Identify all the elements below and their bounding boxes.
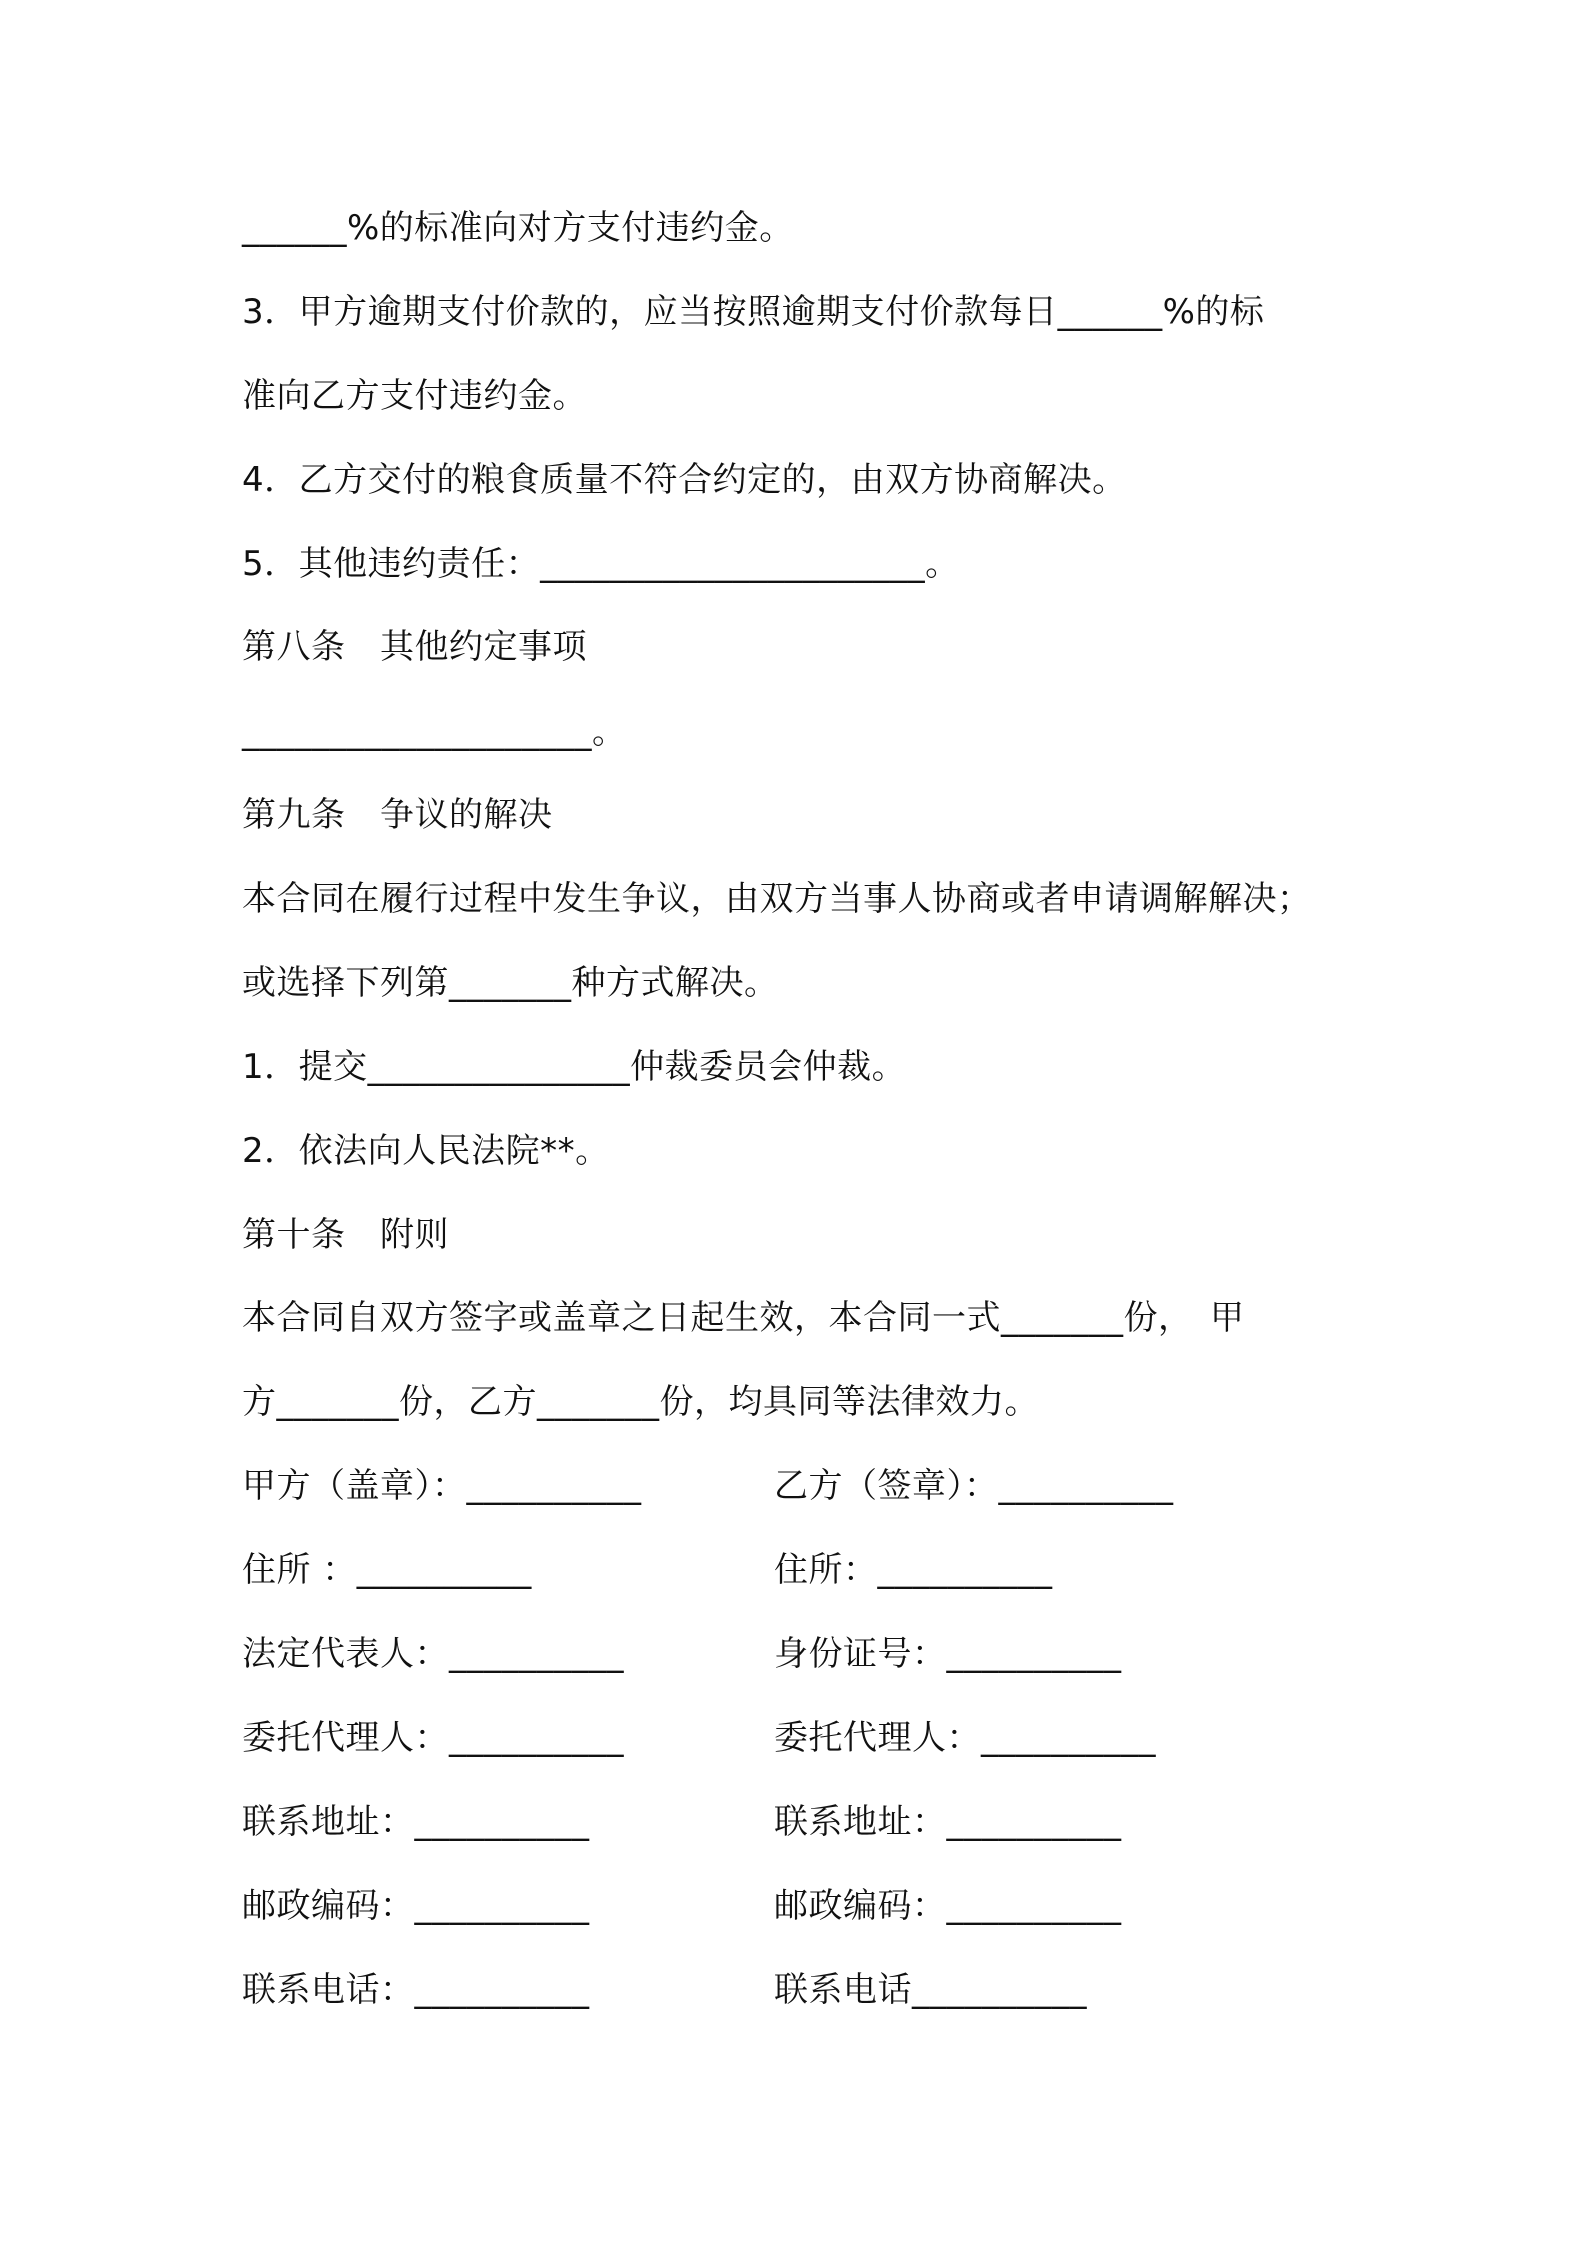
party-a-field: 联系电话：__________ <box>242 1970 590 2010</box>
clause-7-5: 5．其他违约责任：______________________。 <box>242 544 960 584</box>
signature-row <box>242 1966 1362 2014</box>
party-a-field: 法定代表人：__________ <box>242 1634 624 1674</box>
signature-row <box>242 1630 1362 1678</box>
party-a-field: 委托代理人：__________ <box>242 1718 624 1758</box>
penalty-rate-line: ______%的标准向对方支付违约金。 <box>242 208 794 248</box>
party-a-field: 邮政编码：__________ <box>242 1886 590 1926</box>
article-10-body-line-1: 本合同自双方签字或盖章之日起生效，本合同一式_______份， 甲 <box>242 1298 1245 1338</box>
signature-row <box>242 1882 1362 1930</box>
article-9-option-2: 2．依法向人民法院**。 <box>242 1131 610 1171</box>
signature-row <box>242 1546 1362 1594</box>
party-b-field: 联系地址：__________ <box>774 1802 1122 1842</box>
signature-row <box>242 1714 1362 1762</box>
signature-row <box>242 1798 1362 1846</box>
party-a-field: 住所 ：__________ <box>242 1550 532 1590</box>
party-b-field: 住所：__________ <box>774 1550 1053 1590</box>
article-9-body-line-1: 本合同在履行过程中发生争议，由双方当事人协商或者申请调解解决； <box>242 879 1312 919</box>
party-b-field: 邮政编码：__________ <box>774 1886 1122 1926</box>
article-10-heading: 第十条 附则 <box>242 1215 449 1255</box>
party-a-field: 联系地址：__________ <box>242 1802 590 1842</box>
article-8-blank: ____________________。 <box>242 712 627 752</box>
article-9-heading: 第九条 争议的解决 <box>242 795 553 835</box>
party-a-field: 甲方（盖章）：__________ <box>242 1466 642 1506</box>
clause-7-3-line-2: 准向乙方支付违约金。 <box>242 376 587 416</box>
article-9-body-line-2: 或选择下列第_______种方式解决。 <box>242 963 779 1003</box>
party-b-field: 委托代理人：__________ <box>774 1718 1156 1758</box>
signature-row <box>242 1462 1362 1510</box>
clause-7-3-line-1: 3．甲方逾期支付价款的，应当按照逾期支付价款每日______%的标 <box>242 292 1265 332</box>
article-8-heading: 第八条 其他约定事项 <box>242 627 587 667</box>
article-9-option-1: 1．提交_______________仲裁委员会仲裁。 <box>242 1047 907 1087</box>
party-b-field: 联系电话__________ <box>774 1970 1087 2010</box>
party-b-field: 身份证号：__________ <box>774 1634 1122 1674</box>
clause-7-4: 4．乙方交付的粮食质量不符合约定的，由双方协商解决。 <box>242 460 1127 500</box>
article-10-body-line-2: 方_______份，乙方_______份，均具同等法律效力。 <box>242 1382 1039 1422</box>
party-b-field: 乙方（签章）：__________ <box>774 1466 1174 1506</box>
